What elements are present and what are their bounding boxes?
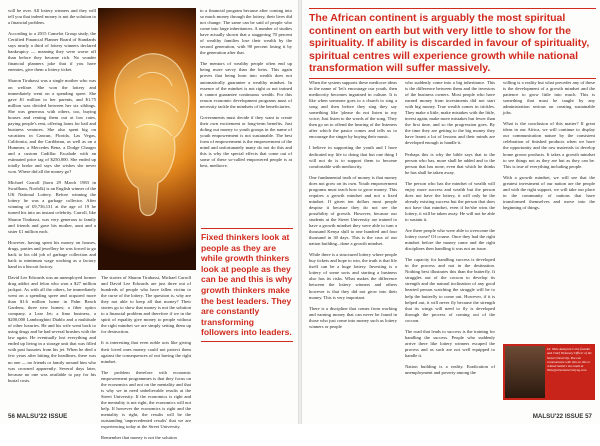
paragraph: Are there people who were able to overcome the lottery curse? Of course. Once they had the right mindset before the money came and the right disciplines then handling it was not an issue. bbox=[405, 228, 495, 252]
paragraph: When the system supports these mediocre ideas in the name of 'let's encourage our youth, then mediocrity becomes ingrained in culture. It is like when someone goes to a church to sing a song and then before they sing they say something like 'please do not listen to my voice; Just listen to the words of the song. They then go on to offend the hearing of the listeners after which the pastor comes and tells us to encourage the singer by buying their music. bbox=[309, 80, 397, 140]
paragraph: The person who has the mindset of wealth will enjoy more success and wealth but the person does not have the lottery, it will only be the already existing success but the person that does not have that mindset, even if he/she wins the lottery, it will be taken away. He will not be able to sustain it. bbox=[405, 180, 495, 222]
paragraph: It is interesting that even noble acts like giving their loved ones money could not protect them against the consequences of not having the right mindset. bbox=[101, 340, 191, 364]
paragraph: According to a 2015 Camelot Group study, the Certified Financial Planner Board of Standards says nearly a third of lottery winners declared bankruptcy — meaning they were worse off than before they became rich. No wonder financial planners joke that if you have enemies, give them a lottery ticket. bbox=[8, 31, 96, 73]
author-bio-box bbox=[503, 344, 595, 400]
right-column-2 bbox=[405, 80, 495, 381]
page-footer-right: MALSU'22 ISSUE 57 bbox=[532, 413, 592, 420]
paragraph: to a financial program because after coming into so much money through the lottery, their lives did not change. The same can be said of people who come into large inheritances. A number of studies have actually shown that a staggering 70 percent of wealthy families lose their wealth by the second generation, with 90 percent losing it by the generation after that. bbox=[200, 8, 292, 56]
left-page bbox=[0, 0, 299, 441]
right-page bbox=[301, 0, 600, 424]
paragraph: Sharon Tirabassi was a single mother who was on welfare. She won the lottery and immediately went on a spending spree. She gave $1 million to her parents, and $1.75 million was divided between her six siblings. She was generous with others, too, buying houses and renting them out at low rates, paying people's rent, offering loans for bail and business ventures. She also spent big on vacations in Cancun, Florida, Las Vegas, California, and the Caribbean, as well as on a Hummer, a Mercedes Benz, a Dodge Charger and a custom Cadillac Escalade with an estimated price tag of $250,000. She ended up totally broke and says she wishes she never won. Where did all the money go? bbox=[8, 78, 96, 175]
paragraph: David Lee Edwards was an unemployed former drug addict and felon who won a $27 million jackpot. As with all the others, he immediately went on a spending spree and acquired more than $1.6 million home in Palm Beach Gardens; three new homes; a fiber optics company, a Lear Jet; a limo business, a $200,000 Lamborghini Diablo and a multitude of other luxuries. He and his wife went back to using drugs and he had several brushes with the law again. He eventually lost everything and ended up living in a storage unit that was filled with past luxuries from his jet. When he died a few years after hitting the headlines, there was no one — no friends or family around him who was crowned apparently. Several days later, because no one was available to pay for his burial costs. bbox=[8, 274, 96, 383]
paragraph: Perhaps this is why the bible says that to the person who has, more shall be added and to the person that has none, even that which he thinks he has shall be taken away. bbox=[405, 151, 495, 175]
left-column-2 bbox=[101, 275, 191, 446]
paragraph: While there is a structured lottery where people buy tickets and hope to win, the truth is that life itself can be a huge lottery. Investing is a lottery of some sorts and starting a business also has its risks. What makes the difference between the lottery winners and others however is that they did not grow into their money. This is very important. bbox=[309, 252, 397, 300]
pull-quote-right: The African continent is arguably the most spiritual continent on earth but with very little to show for the spirituality. If ability is discarded in favour of spirituality, spiritual centres will experience growth while national transformation will suffer massively. bbox=[309, 8, 596, 79]
left-column-1 bbox=[8, 8, 96, 389]
paragraph: Nation building is a reality. Eradication of unemployment and poverty among the bbox=[405, 363, 495, 376]
paragraph: However, having spent his money on houses, drugs, parties and jewellery he was forced to go back to his old job of garbage collection and back to minimum wage working as a factory hand in a biscuit factory. bbox=[8, 239, 96, 269]
left-column-3 bbox=[200, 8, 292, 174]
paragraph: I believe in supporting the youth and I have dedicated my life to doing that but one thing I will not do is to support them to become comfortable with mediocrity. bbox=[309, 145, 397, 169]
paragraph: The road that leads to success is the training for handling the success. People who suddenly arrive there like lottery winners escaped the process and as such are not well equipped to handle it. bbox=[405, 328, 495, 358]
paragraph: There is a discipline that comes from working and earning money that can never be found in those who just come into money such as lottery winners or people bbox=[309, 305, 397, 329]
paragraph: Remember that money is not the solution bbox=[101, 435, 177, 441]
right-column-1 bbox=[309, 80, 397, 335]
paragraph: who suddenly come into a big inheritance. This is the difference between them and the investors of the business owners. Most people who have earned money from investments did not start with big money. True wealth comes in trickles. They make a little, make mistakes with the little, invest again, make more mistakes but fewer than the first time, and so the progression goes. By the time they are getting to the big money they have learnt a lot of lessons and their minds are developed enough to handle it. bbox=[405, 80, 495, 146]
paragraph: willing is a reality but what precedes any of these is the development of a growth mindset and the patience to grow little into much. This is something that must be taught by any administration serious on creating sustainable jobs. bbox=[503, 80, 595, 116]
page-footer-left: 56 MALSU'22 ISSUE bbox=[8, 413, 68, 420]
paragraph: The mentors of wealthy people often end up being more savvy than the heirs. This again proves that being born into wealth does not automatically guarantee a wealthy mindset. In essence of the mindset is not right or not trained it cannot guarantee continuous wealth. For this reason economic development programs must of necessity tackle the mindsets of the beneficiaries. bbox=[200, 61, 292, 109]
paragraph: One fundamental truth of money is that money does not grow on its own. Youth empowerment programs must teach how to grow money. This requires a growth mindset and not a fixed mindset. If given ten dollars most people despise it because they do not see the possibility of growth. However, because our students at the Street University are trained to have a growth mindset they were able to turn a thousand Kenya shill to one hundred and four thousand in 30 days. This is the crux of our nation building...done a growth mindset. bbox=[309, 174, 397, 247]
paragraph: With a growth mindset, we will see that the greatest investment of our nation are the people and with the right support, we will take our place in the community of nations that have transformed themselves and move into the beginning of things. bbox=[503, 174, 595, 210]
paragraph: Governments must decide if they want to create their own excitement or long-term benefits. Just doling out money to youth groups in the name of youth empowerment is not sustainable. The best form of empowerment is the empowerment of the mind and unfortunately many do not do this and this is why the special effects that come out of some of these so-called empowered people is at best, mediocre. bbox=[200, 114, 292, 169]
paragraph: What is the conclusion of this matter? If great ideas in our Africa, we will continue to display our communication nature by the consistent celebration of finished products when we have the opportunity and the raw materials to develop home grown products. It takes a growth mindset to see things not as they are but as they can be. This is true of everything including people. bbox=[503, 121, 595, 169]
brain-silhouette-icon bbox=[98, 8, 196, 270]
pull-quote-left: Fixed thinkers look at people as they are while growth thinkers look at people as they can be and this is why growth thinkers make the best leaders. They are constantly transforming followers into leaders. bbox=[201, 228, 293, 342]
paragraph: The capacity for handling success is developed in the process and not in the destination. Nothing best illustrates this than the butterfly. It struggles out of the cocoon to develop its strength and the natural inclination of any good hearted person watching the struggle will be to help the butterfly to come out. However, if it is helped out, it will never fly because the strength that its wings will need to fly is developed through the process of coming out of the cocoon. bbox=[405, 257, 495, 323]
author-bio-text: Dr. Wale Akinyemi is the founder and Chief Visionary Officer of the Street University. You can communicate with him on this or related matters via email at Wale@streetuniversityng.com bbox=[547, 347, 592, 373]
author-photo bbox=[505, 346, 545, 398]
paragraph: will be over. All lottery winners and they will tell you that indeed money is not the solution to a financial problem. bbox=[8, 8, 96, 26]
paragraph: The stories of Sharon Tirabassi, Michael Carroll and David Lee Edwards are just three out of hundreds of people who have fallen victim to the curse of the lottery. The question is, why are they not able to keep all that money? Their stories go to show that money is not the solution to a financial problem and therefore if we in the spirit of equality give money to people without the right mindset we are simply setting them up for destruction. bbox=[101, 275, 191, 335]
brain-illustration bbox=[98, 8, 196, 270]
right-column-3 bbox=[503, 80, 595, 216]
paragraph: Michael Carroll (born 29 March 1983 in Swaffham, Norfolk) is an English winner of the UK National Lottery. Before winning the lottery he was a garbage collector. After winning of £9,736,131 at the age of 19 he turned his into an instant celebrity. Carroll, like Sharon Tirabassi, was very generous to family and friends and gave his mother, aunt and a sister £1 million each. bbox=[8, 180, 96, 234]
paragraph: The problem therefore with economic empowerment programmes is that they focus on the economics and not on the mentality and that is why we in need unbelievable results at the Street University. If the economics is right and the mentality is not right, the economics will not help. If however the economics is right and the mentality is right, the results will be the outstanding 'unprecedented results' that we are experiencing today at the Street University. bbox=[101, 369, 191, 430]
